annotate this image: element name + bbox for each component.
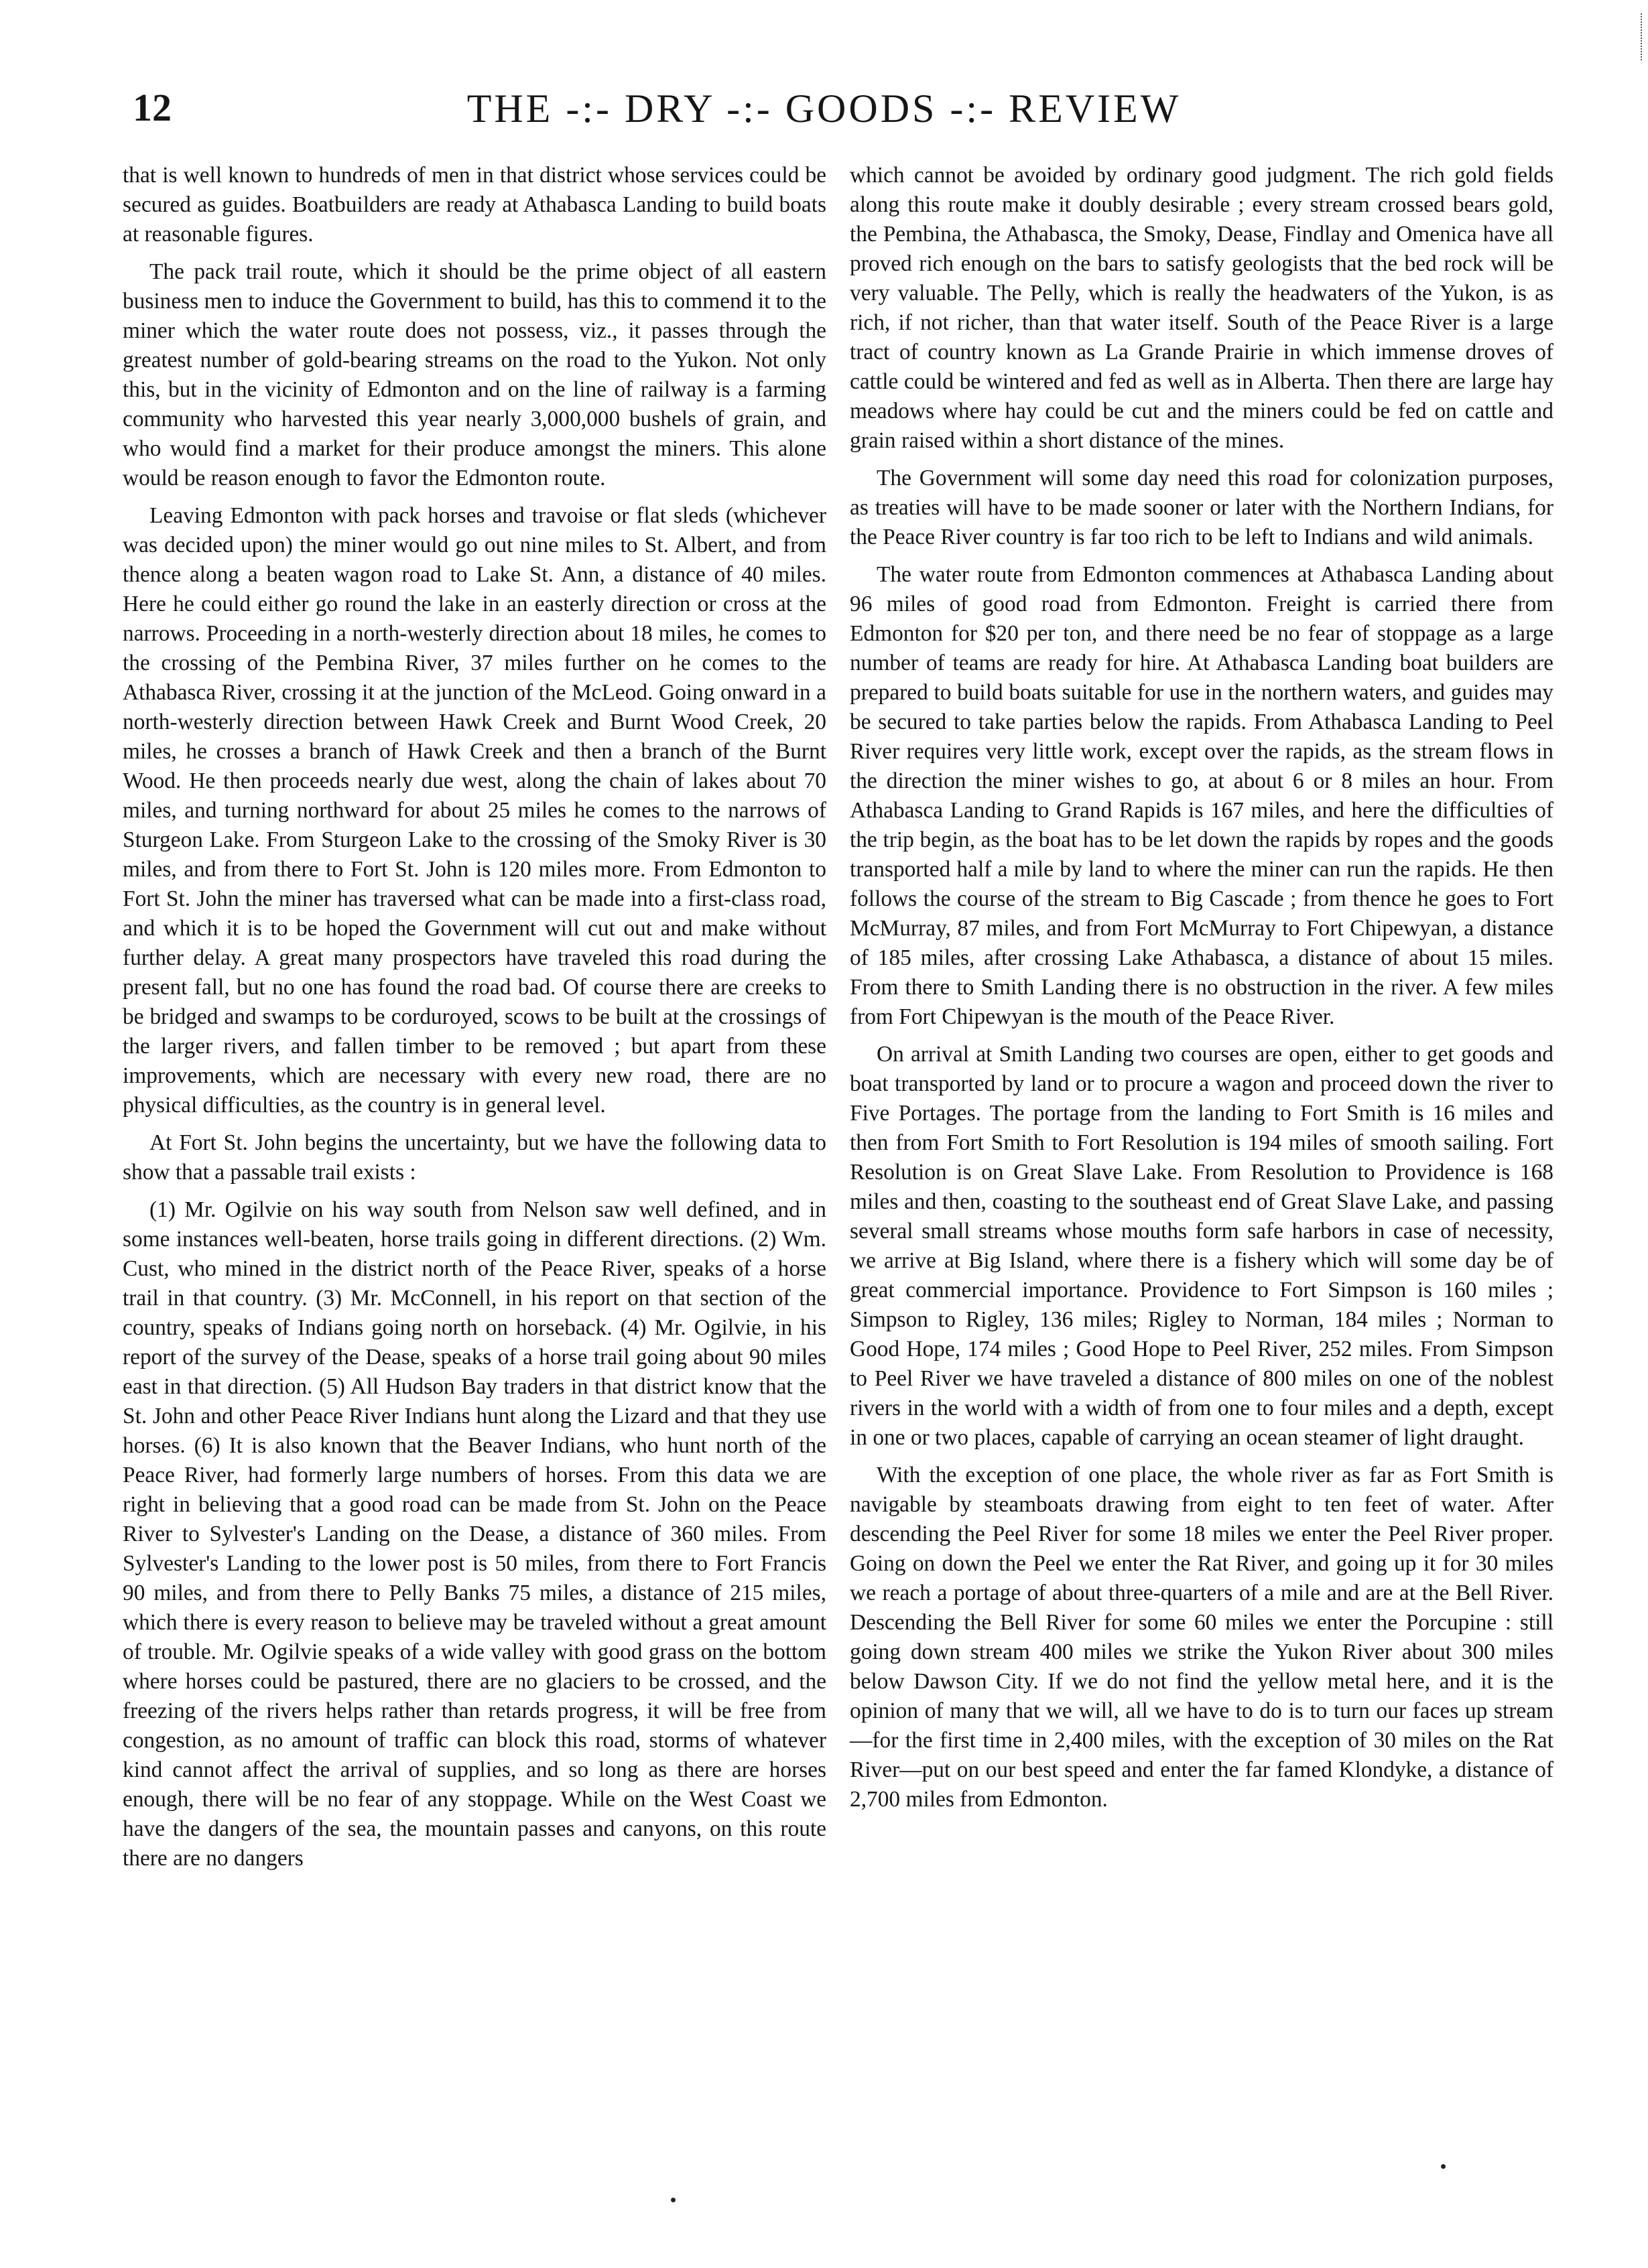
left-paragraph-3: Leaving Edmonton with pack horses and travoise or flat sleds (whichever was decided upon) the miner would go out nine miles to St. Albert, and from thence along a beaten wagon road to Lake St. Ann, a distance of 40 miles. Here he could either go round the lake in an easterly direction or cross at the narrows. Proceeding in a north-westerly direction about 18 miles, he comes to the crossing of the Pembina River, 37 miles further on he comes to the Athabasca River, crossing it at the junction of the McLeod. Going onward in a north-westerly direction between Hawk Creek and Burnt Wood Creek, 20 miles, he crosses a branch of Hawk Creek and then a branch of the Burnt Wood. He then proceeds nearly due west, along the chain of lakes about 70 miles, and turning northward for about 25 miles he comes to the narrows of Sturgeon Lake. From Sturgeon Lake to the crossing of the Smoky River is 30 miles, and from there to Fort St. John is 120 miles more. From Edmonton to Fort St. John the miner has traversed what can be made into a first-class road, and which it is to be hoped the Government will cut out and make without further delay. A great many prospectors have traveled this road during the present fall, but no one has found the road bad. Of course there are creeks to be bridged and swamps to be corduroyed, scows to be built at the crossings of the larger rivers, and fallen timber to be removed ; but apart from these improvements, which are necessary with every new road, there are no physical difficulties, as the country is in general level. (123, 503, 826, 1118)
page-number: 12 (133, 86, 172, 129)
left-paragraph-2: The pack trail route, which it should be the prime object of all eastern business men to induce the Government to build, has this to commend it to the miner which the water route does not possess, viz., it passes through the greatest number of gold-bearing streams on the road to the Yukon. Not only this, but in the vicinity of Edmonton and on the line of railway is a farming community who harvested this year nearly 3,000,000 bushels of grain, and who would find a market for their produce amongst the miners. This alone would be reason enough to favor the Edmonton route. (123, 259, 826, 490)
right-paragraph-1: which cannot be avoided by ordinary good judgment. The rich gold fields along this route make it doubly desirable ; every stream crossed bears gold, the Pembina, the Athabasca, the Smoky, Dease, Findlay and Omenica have all proved rich enough on the bars to satisfy geologists that the bed rock will be very valuable. The Pelly, which is really the headwaters of the Yukon, is as rich, if not richer, than that water itself. South of the Peace River is a large tract of country known as La Grande Prairie in which immense droves of cattle could be wintered and fed as well as in Alberta. Then there are large hay meadows where hay could be cut and the miners could be fed on cattle and grain raised within a short distance of the mines. (850, 163, 1554, 453)
right-paragraph-3: The water route from Edmonton commences at Athabasca Landing about 96 miles of good road from Edmonton. Freight is carried there from Edmonton for $20 per ton, and there need be no fear of stoppage as a large number of teams are ready for hire. At Athabasca Landing boat builders are prepared to build boats suitable for use in the northern waters, and guides may be secured to take parties below the rapids. From Athabasca Landing to Peel River requires very little work, except over the rapids, as the stream flows in the direction the miner wishes to go, at about 6 or 8 miles an hour. From Athabasca Landing to Grand Rapids is 167 miles, and here the difficulties of the trip begin, as the boat has to be let down the rapids by ropes and the goods transported half a mile by land to where the miner can run the rapids. He then follows the course of the stream to Big Cascade ; from thence he goes to Fort McMurray, 87 miles, and from Fort McMurray to Fort Chipewyan, a distance of 185 miles, after crossing Lake Athabasca, a distance of about 15 miles. From there to Smith Landing there is no obstruction in the river. A few miles from Fort Chipewyan is the mouth of the Peace River. (850, 562, 1554, 1029)
right-column (850, 161, 1554, 1814)
left-paragraph-1: that is well known to hundreds of men in that district whose services could be secured as guides. Boatbuilders are ready at Athabasca Landing to build boats at reasonable figures. (123, 163, 826, 247)
running-head-title: THE -:- DRY -:- GOODS -:- REVIEW (466, 86, 1182, 131)
left-column (123, 161, 826, 1873)
left-paragraph-5: (1) Mr. Ogilvie on his way south from Nelson saw well defined, and in some instances well-beaten, horse trails going in different directions. (2) Wm. Cust, who mined in the district north of the Peace River, speaks of a horse trail in that country. (3) Mr. McConnell, in his report on that section of the country, speaks of Indians going north on horseback. (4) Mr. Ogilvie, in his report of the survey of the Dease, speaks of a horse trail going about 90 miles east in that direction. (5) All Hudson Bay traders in that district know that the St. John and other Peace River Indians hunt along the Lizard and that they use horses. (6) It is also known that the Beaver Indians, who hunt north of the Peace River, had formerly large numbers of horses. From this data we are right in believing that a good road can be made from St. John on the Peace River to Sylvester's Landing on the Dease, a distance of 360 miles. From Sylvester's Landing to the lower post is 50 miles, from there to Fort Francis 90 miles, and from there to Pelly Banks 75 miles, a distance of 215 miles, which there is every reason to believe may be traveled without a great amount of trouble. Mr. Ogilvie speaks of a wide valley with good grass on the bottom where horses could be pastured, there are no glaciers to be crossed, and the freezing of the rivers helps rather than retards progress, it will be free from congestion, as no amount of traffic can block this road, storms of whatever kind cannot affect the arrival of supplies, and so long as there are horses enough, there will be no fear of any stoppage. While on the West Coast we have the dangers of the sea, the mountain passes and canyons, on this route there are no dangers (123, 1197, 826, 1871)
print-speck (1441, 2164, 1446, 2169)
print-speck (671, 2198, 676, 2202)
scan-edge-mark (1641, 13, 1644, 60)
right-paragraph-5: With the exception of one place, the whole river as far as Fort Smith is navigable by steamboats drawing from eight to ten feet of water. After descending the Peel River for some 18 miles we enter the Peel River proper. Going on down the Peel we enter the Rat River, and going up it for 30 miles we reach a portage of about three-quarters of a mile and are at the Bell River. Descending the Bell River for some 60 miles we enter the Porcupine : still going down stream 400 miles we strike the Yukon River about 300 miles below Dawson City. If we do not find the yellow metal here, and it is the opinion of many that we will, all we have to do is to turn our faces up stream—for the first time in 2,400 miles, with the exception of 30 miles on the Rat River—put on our best speed and enter the far famed Klondyke, a distance of 2,700 miles from Edmonton. (850, 1463, 1554, 1812)
left-paragraph-4: At Fort St. John begins the uncertainty, but we have the following data to show that a passable trail exists : (123, 1130, 826, 1185)
right-paragraph-2: The Government will some day need this road for colonization purposes, as treaties will have to be made sooner or later with the Northern Indians, for the Peace River country is far too rich to be left to Indians and wild animals. (850, 466, 1554, 549)
right-paragraph-4: On arrival at Smith Landing two courses are open, either to get goods and boat transported by land or to procure a wagon and proceed down the river to Five Portages. The portage from the landing to Fort Smith is 16 miles and then from Fort Smith to Fort Resolution is 194 miles of smooth sailing. Fort Resolution is on Great Slave Lake. From Resolution to Providence is 168 miles and then, coasting to the southeast end of Great Slave Lake, and passing several small streams whose mouths form safe harbors in case of necessity, we arrive at Big Island, where there is a fishery which will some day be of great commercial importance. Providence to Fort Simpson is 160 miles ; Simpson to Rigley, 136 miles; Rigley to Norman, 184 miles ; Norman to Good Hope, 174 miles ; Good Hope to Peel River, 252 miles. From Simpson to Peel River we have traveled a distance of 800 miles on one of the noblest rivers in the world with a width of from one to four miles and a depth, except in one or two places, capable of carrying an ocean steamer of light draught. (850, 1042, 1554, 1450)
